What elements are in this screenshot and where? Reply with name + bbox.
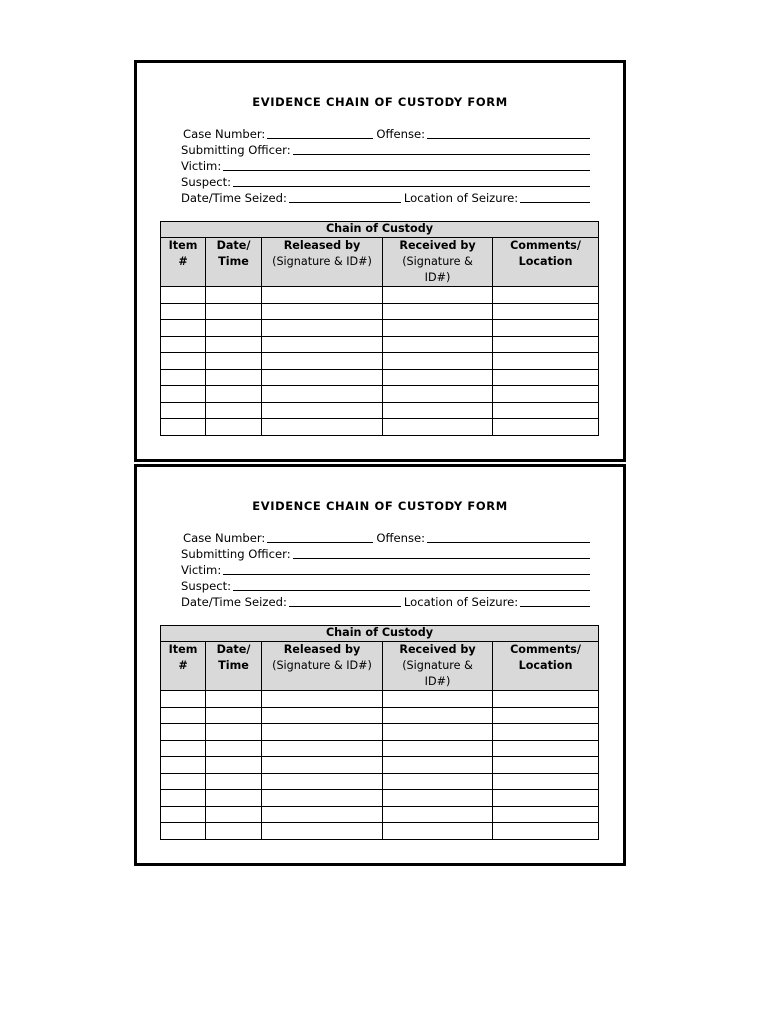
chain-of-custody-table <box>160 625 599 840</box>
cell-received-by[interactable] <box>383 402 493 419</box>
cell-received-by[interactable] <box>383 707 493 724</box>
suspect-line <box>181 578 593 594</box>
cell-received-by[interactable] <box>383 790 493 807</box>
location-of-seizure-label: Location of Seizure: <box>403 595 519 609</box>
cell-comments[interactable] <box>493 303 599 320</box>
offense-field[interactable] <box>427 531 590 543</box>
suspect-label: Suspect: <box>181 579 232 593</box>
header-date-time: Date/ Time <box>206 642 262 691</box>
cell-released-by[interactable] <box>262 757 383 774</box>
cell-item[interactable] <box>161 287 206 304</box>
custody-form-card <box>134 60 626 462</box>
form-title: EVIDENCE CHAIN OF CUSTODY FORM <box>252 499 508 513</box>
cell-received-by[interactable] <box>383 369 493 386</box>
cell-received-by[interactable] <box>383 353 493 370</box>
cell-comments[interactable] <box>493 691 599 708</box>
table-row <box>161 757 599 774</box>
suspect-line <box>181 174 593 190</box>
table-body <box>161 287 599 436</box>
header-item: Item # <box>161 238 206 287</box>
cell-received-by[interactable] <box>383 287 493 304</box>
cell-released-by[interactable] <box>262 707 383 724</box>
date-time-seized-field[interactable] <box>289 595 401 607</box>
cell-item[interactable] <box>161 336 206 353</box>
table-row <box>161 402 599 419</box>
location-of-seizure-label: Location of Seizure: <box>403 191 519 205</box>
submitting-officer-field[interactable] <box>293 547 590 559</box>
cell-date-time[interactable] <box>206 419 262 436</box>
chain-of-custody-table <box>160 221 599 436</box>
form-fields <box>181 530 593 610</box>
cell-received-by[interactable] <box>383 336 493 353</box>
cell-received-by[interactable] <box>383 691 493 708</box>
cell-comments[interactable] <box>493 757 599 774</box>
cell-received-by[interactable] <box>383 724 493 741</box>
cell-comments[interactable] <box>493 773 599 790</box>
cell-released-by[interactable] <box>262 303 383 320</box>
submitting-officer-field[interactable] <box>293 143 590 155</box>
table-row <box>161 691 599 708</box>
cell-comments[interactable] <box>493 320 599 337</box>
header-item: Item # <box>161 642 206 691</box>
cell-released-by[interactable] <box>262 724 383 741</box>
cell-released-by[interactable] <box>262 402 383 419</box>
cell-item[interactable] <box>161 353 206 370</box>
offense-label: Offense: <box>376 127 426 141</box>
cell-received-by[interactable] <box>383 757 493 774</box>
cell-released-by[interactable] <box>262 691 383 708</box>
custody-form-card <box>134 464 626 866</box>
table-row <box>161 369 599 386</box>
cell-released-by[interactable] <box>262 369 383 386</box>
cell-item[interactable] <box>161 757 206 774</box>
cell-date-time[interactable] <box>206 353 262 370</box>
cell-released-by[interactable] <box>262 320 383 337</box>
cell-item[interactable] <box>161 724 206 741</box>
table-row <box>161 303 599 320</box>
location-of-seizure-field[interactable] <box>520 595 590 607</box>
cell-date-time[interactable] <box>206 707 262 724</box>
date-time-seized-label: Date/Time Seized: <box>181 595 287 609</box>
table-caption: Chain of Custody <box>161 222 599 238</box>
table-row <box>161 336 599 353</box>
cell-date-time[interactable] <box>206 823 262 840</box>
cell-item[interactable] <box>161 790 206 807</box>
cell-date-time[interactable] <box>206 386 262 403</box>
cell-released-by[interactable] <box>262 336 383 353</box>
suspect-label: Suspect: <box>181 175 232 189</box>
cell-released-by[interactable] <box>262 419 383 436</box>
cell-item[interactable] <box>161 773 206 790</box>
offense-field[interactable] <box>427 127 590 139</box>
cell-item[interactable] <box>161 303 206 320</box>
cell-comments[interactable] <box>493 353 599 370</box>
cell-date-time[interactable] <box>206 336 262 353</box>
cell-received-by[interactable] <box>383 419 493 436</box>
cell-item[interactable] <box>161 419 206 436</box>
cell-date-time[interactable] <box>206 790 262 807</box>
cell-date-time[interactable] <box>206 402 262 419</box>
cell-comments[interactable] <box>493 386 599 403</box>
cell-item[interactable] <box>161 402 206 419</box>
cell-comments[interactable] <box>493 724 599 741</box>
submitting-officer-label: Submitting Officer: <box>181 143 291 157</box>
cell-received-by[interactable] <box>383 386 493 403</box>
location-of-seizure-field[interactable] <box>520 191 590 203</box>
submitting-officer-label: Submitting Officer: <box>181 547 291 561</box>
table-row <box>161 353 599 370</box>
table-row <box>161 790 599 807</box>
cell-received-by[interactable] <box>383 823 493 840</box>
victim-label: Victim: <box>181 159 222 173</box>
cell-released-by[interactable] <box>262 790 383 807</box>
table-row <box>161 707 599 724</box>
submitting-officer-line <box>181 142 593 158</box>
header-comments-location: Comments/ Location <box>493 642 599 691</box>
suspect-field[interactable] <box>233 175 590 187</box>
table-row <box>161 806 599 823</box>
cell-comments[interactable] <box>493 419 599 436</box>
header-released-by: Released by (Signature & ID#) <box>262 642 383 691</box>
cell-date-time[interactable] <box>206 757 262 774</box>
cell-item[interactable] <box>161 823 206 840</box>
cell-item[interactable] <box>161 320 206 337</box>
cell-comments[interactable] <box>493 369 599 386</box>
header-comments-location: Comments/ Location <box>493 238 599 287</box>
form-fields <box>181 126 593 206</box>
date-time-seized-field[interactable] <box>289 191 401 203</box>
cell-comments[interactable] <box>493 823 599 840</box>
cell-date-time[interactable] <box>206 724 262 741</box>
cell-item[interactable] <box>161 806 206 823</box>
cell-released-by[interactable] <box>262 386 383 403</box>
date-time-seized-label: Date/Time Seized: <box>181 191 287 205</box>
case-number-label: Case Number: <box>183 531 266 545</box>
cell-item[interactable] <box>161 740 206 757</box>
header-date-time: Date/ Time <box>206 238 262 287</box>
cell-item[interactable] <box>161 386 206 403</box>
header-received-by: Received by (Signature & ID#) <box>383 238 493 287</box>
cell-released-by[interactable] <box>262 773 383 790</box>
cell-released-by[interactable] <box>262 353 383 370</box>
cell-date-time[interactable] <box>206 369 262 386</box>
header-received-by: Received by (Signature & ID#) <box>383 642 493 691</box>
cell-comments[interactable] <box>493 806 599 823</box>
form-title: EVIDENCE CHAIN OF CUSTODY FORM <box>252 95 508 109</box>
cell-released-by[interactable] <box>262 823 383 840</box>
table-row <box>161 386 599 403</box>
case-offense-line <box>181 530 593 546</box>
cell-date-time[interactable] <box>206 691 262 708</box>
cell-date-time[interactable] <box>206 320 262 337</box>
cell-comments[interactable] <box>493 336 599 353</box>
cell-received-by[interactable] <box>383 320 493 337</box>
table-body <box>161 691 599 840</box>
victim-field[interactable] <box>223 563 590 575</box>
table-caption: Chain of Custody <box>161 626 599 642</box>
cell-date-time[interactable] <box>206 806 262 823</box>
seizure-line <box>181 594 593 610</box>
offense-label: Offense: <box>376 531 426 545</box>
cell-received-by[interactable] <box>383 806 493 823</box>
cell-comments[interactable] <box>493 790 599 807</box>
case-number-field[interactable] <box>267 531 373 543</box>
cell-date-time[interactable] <box>206 287 262 304</box>
table-row <box>161 823 599 840</box>
cell-item[interactable] <box>161 691 206 708</box>
suspect-field[interactable] <box>233 579 590 591</box>
table-row <box>161 724 599 741</box>
cell-date-time[interactable] <box>206 740 262 757</box>
cell-date-time[interactable] <box>206 303 262 320</box>
cell-received-by[interactable] <box>383 303 493 320</box>
cell-item[interactable] <box>161 707 206 724</box>
cell-released-by[interactable] <box>262 806 383 823</box>
cell-received-by[interactable] <box>383 740 493 757</box>
cell-comments[interactable] <box>493 402 599 419</box>
cell-item[interactable] <box>161 369 206 386</box>
table-row <box>161 287 599 304</box>
cell-comments[interactable] <box>493 287 599 304</box>
table-row <box>161 740 599 757</box>
victim-field[interactable] <box>223 159 590 171</box>
cell-date-time[interactable] <box>206 773 262 790</box>
submitting-officer-line <box>181 546 593 562</box>
case-number-label: Case Number: <box>183 127 266 141</box>
table-header-row <box>161 642 599 691</box>
victim-line <box>181 158 593 174</box>
cell-received-by[interactable] <box>383 773 493 790</box>
cell-comments[interactable] <box>493 707 599 724</box>
victim-line <box>181 562 593 578</box>
cell-comments[interactable] <box>493 740 599 757</box>
case-offense-line <box>181 126 593 142</box>
cell-released-by[interactable] <box>262 740 383 757</box>
table-row <box>161 773 599 790</box>
table-header-row <box>161 238 599 287</box>
cell-released-by[interactable] <box>262 287 383 304</box>
header-released-by: Released by (Signature & ID#) <box>262 238 383 287</box>
table-row <box>161 320 599 337</box>
seizure-line <box>181 190 593 206</box>
case-number-field[interactable] <box>267 127 373 139</box>
victim-label: Victim: <box>181 563 222 577</box>
table-row <box>161 419 599 436</box>
